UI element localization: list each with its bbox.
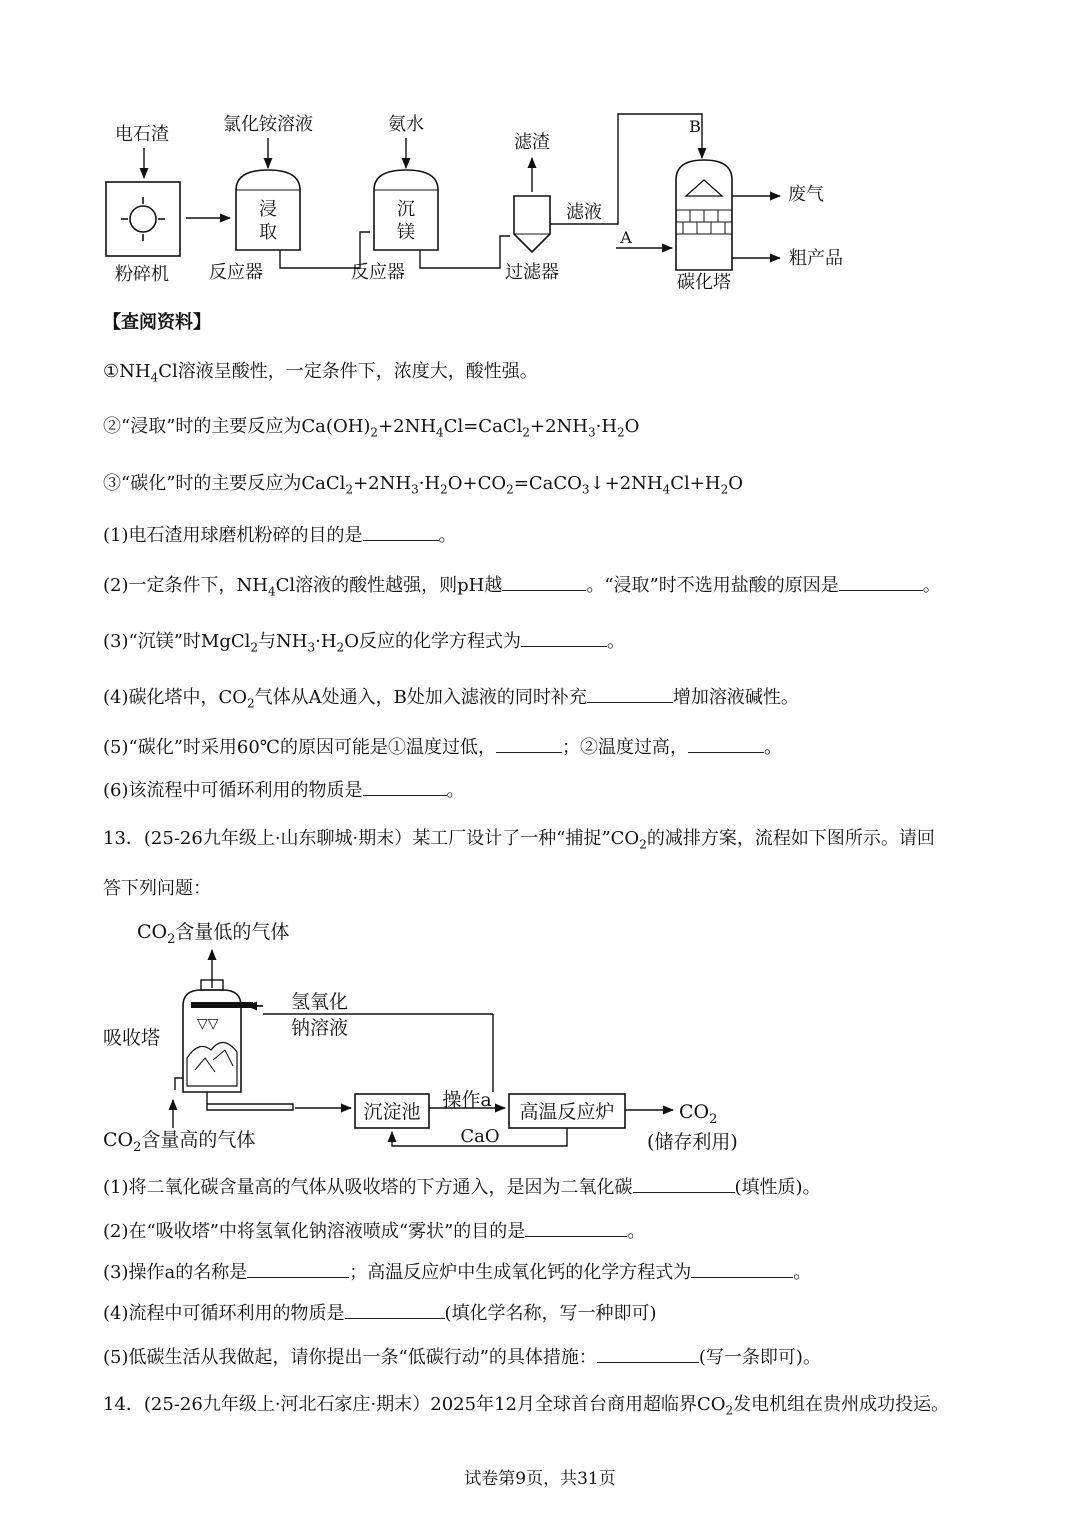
co2-output-label: $CO_2$ xyxy=(679,1101,718,1127)
waste-gas-label: 废气 xyxy=(788,184,824,205)
answer-blank[interactable] xyxy=(502,572,586,591)
q13-part-4: (4)流程中可循环利用的物质是 (填化学名称，写一种即可) xyxy=(103,1300,657,1327)
q12-part-3: (3)“沉镁”时MgCl$_2$与$NH_3\cdot H_2O$反应的化学方程式为 。 xyxy=(103,628,625,661)
naoh-label-2: 钠溶液 xyxy=(291,1017,349,1039)
leach-input-label: 氯化铵溶液 xyxy=(223,114,313,135)
tank-label: 沉淀池 xyxy=(363,1101,421,1123)
mg-text-2: 镁 xyxy=(397,222,415,243)
spray-nozzles: ▽▽ xyxy=(197,1016,219,1032)
answer-blank[interactable] xyxy=(496,734,562,753)
q13-part-3: (3)操作a的名称是 ；高温反应炉中生成氧化钙的化学方程式为 。 xyxy=(103,1259,811,1286)
crusher-input-label: 电石渣 xyxy=(115,124,169,145)
answer-blank[interactable] xyxy=(688,734,764,753)
answer-blank[interactable] xyxy=(691,1259,793,1278)
q12-part-2: (2)一定条件下，$NH_4Cl$溶液的酸性越强，则pH越 。“浸取”时不选用盐酸的原因是 。 xyxy=(103,572,941,605)
operation-a-label: 操作a xyxy=(442,1089,492,1111)
q12-part-4: (4)碳化塔中，$CO_2$气体从A处通入，B处加入滤液的同时补充 增加溶液碱性。 xyxy=(103,684,799,717)
crude-product-label: 粗产品 xyxy=(789,248,843,269)
note-2: ②“浸取”时的主要反应为$Ca(OH)_2+2NH_4Cl=CaCl_2+2NH_3\cdot H_2O$ xyxy=(103,416,640,440)
section-title: 【查阅资料】 xyxy=(103,312,211,333)
q13-intro-cont: 答下列问题： xyxy=(103,878,211,899)
crusher-icon xyxy=(130,206,156,232)
ammonia-input-label: 氨水 xyxy=(388,114,424,135)
process-diagram-1 xyxy=(90,100,870,300)
answer-blank[interactable] xyxy=(587,684,673,703)
answer-blank[interactable] xyxy=(247,1259,349,1278)
note-1: $①NH_4Cl$溶液呈酸性，一定条件下，浓度大，酸性强。 xyxy=(103,361,538,385)
furnace-label: 高温反应炉 xyxy=(519,1101,615,1123)
note-3: ③“碳化”时的主要反应为$CaCl_2+2NH_3\cdot H_2O+CO_2=CaCO_3↓+2NH_4Cl+H_2O$ xyxy=(103,473,743,497)
filtrate-label: 滤液 xyxy=(566,202,602,223)
q12-part-1: (1)电石渣用球磨机粉碎的目的是 。 xyxy=(103,522,457,549)
leach-text-1: 浸 xyxy=(259,199,277,220)
answer-blank[interactable] xyxy=(839,572,923,591)
leach-text-2: 取 xyxy=(259,222,277,243)
crusher-label: 粉碎机 xyxy=(115,264,169,285)
cao-label: CaO xyxy=(460,1126,500,1147)
answer-blank[interactable] xyxy=(363,522,439,541)
answer-blank[interactable] xyxy=(521,628,607,647)
q13-part-5: (5)低碳生活从我做起，请你提出一条“低碳行动”的具体措施： (写一条即可)。 xyxy=(103,1344,821,1371)
answer-blank[interactable] xyxy=(363,777,447,796)
q13-part-1: (1)将二氧化碳含量高的气体从吸收塔的下方通入，是因为二氧化碳 (填性质)。 xyxy=(103,1174,821,1201)
point-b-label: B xyxy=(689,117,701,136)
q12-part-5: (5)“碳化”时采用60℃的原因可能是①温度过低， ；②温度过高， 。 xyxy=(103,734,782,761)
high-co2-gas-label: $CO_2$含量高的气体 xyxy=(103,1129,256,1155)
q13-part-2: (2)在“吸收塔”中将氢氧化钠溶液喷成“雾状”的目的是 。 xyxy=(103,1218,645,1245)
mg-text-1: 沉 xyxy=(397,199,415,220)
answer-blank[interactable] xyxy=(345,1300,445,1319)
co2-storage-label: (储存利用) xyxy=(647,1131,738,1153)
crusher-box xyxy=(106,182,180,256)
tower-label: 碳化塔 xyxy=(677,272,731,293)
naoh-label-1: 氢氧化 xyxy=(291,991,349,1013)
absorption-tower-label: 吸收塔 xyxy=(103,1027,161,1049)
answer-blank[interactable] xyxy=(597,1344,699,1363)
filter-vessel xyxy=(514,196,550,252)
residue-label: 滤渣 xyxy=(514,132,550,153)
low-co2-gas-label: $CO_2$含量低的气体 xyxy=(137,921,290,947)
filter-label: 过滤器 xyxy=(505,262,559,283)
q12-part-6: (6)该流程中可循环利用的物质是 。 xyxy=(103,777,465,804)
reactor-label-1: 反应器 xyxy=(209,262,263,283)
q14-intro: 14．(25-26九年级上·河北石家庄·期末）2025年12月全球首台商用超临界$CO_2$发电机组在贵州成功投运。 xyxy=(103,1394,950,1418)
page-footer: 试卷第9页，共31页 xyxy=(464,1469,616,1489)
process-diagram-2 xyxy=(95,910,795,1160)
reactor-label-2: 反应器 xyxy=(351,262,405,283)
point-a-label: A xyxy=(620,228,632,247)
answer-blank[interactable] xyxy=(525,1218,627,1237)
answer-blank[interactable] xyxy=(633,1174,735,1193)
q13-intro: 13．(25-26九年级上·山东聊城·期末）某工厂设计了一种“捕捉$”CO_2$的减排方案，流程如下图所示。请回 xyxy=(103,828,935,852)
